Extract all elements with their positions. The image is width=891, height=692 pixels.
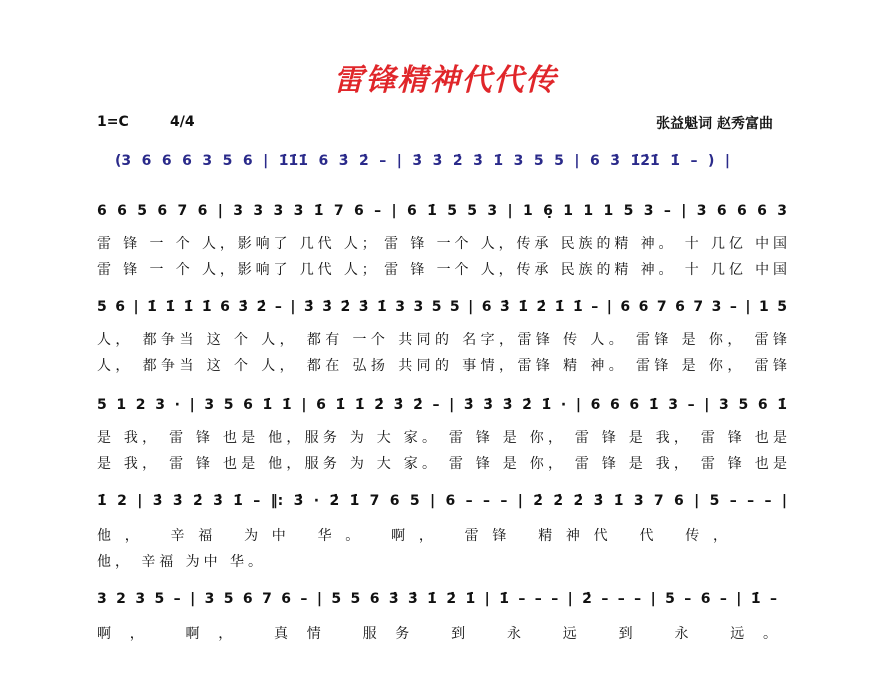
notation-row-1: 6 6 5 6 7 6 | 3 3 3 3 1̇ 7 6 – | 6 1̇ 5 5 3 | 1 6̣ 1 1 1 5 3 – | 3 6 6 6 3 <box>97 203 787 219</box>
lyrics-row-4-verse-2: 他， 辛福 为中 华。 <box>97 554 262 570</box>
lyrics-row-3-verse-2: 是 我， 雷 锋 也是 他，服务 为 大 家。 雷 锋 是 你， 雷 锋 是 我， 雷 锋 也是 <box>97 456 787 472</box>
lyrics-row-2-verse-2: 人， 都争当 这 个 人， 都在 弘扬 共同的 事情，雷锋 精 神。 雷锋 是 你， 雷锋 <box>97 358 787 374</box>
lyrics-row-2-verse-1: 人， 都争当 这 个 人， 都有 一个 共同的 名字，雷锋 传 人。 雷锋 是 你， 雷锋 <box>97 332 787 348</box>
intro-notation: (3 6 6 6 3 5 6 | 1̇1̇1̇ 6 3̇ 2̇ – | 3̇ 3̇ 2̇ 3̇ 1̇ 3 5 5 | 6 3̇ 1̇2̇1̇ 1̇ – ) | <box>115 153 730 169</box>
time-signature: 4/4 <box>170 114 195 130</box>
lyrics-row-1-verse-2: 雷 锋 一 个 人，影响了 几代 人； 雷 锋 一个 人，传承 民族的精 神。 十 几亿 中国 <box>97 262 787 278</box>
notation-row-2: 5 6 | 1̇ 1̇ 1̇ 1̇ 6 3̇ 2̇ – | 3̇ 3̇ 2̇ 3̇ 1̇ 3 3 5 5 | 6 3̇ 1̇ 2̇ 1̇ 1̇ – | 6 6 7 6 7 3 – | 1 5 <box>97 299 787 315</box>
notation-row-5: 3 2 3 5 – | 3 5 6 7 6 – | 5 5 6 3̇ 3̇ 1̇ 2̇ 1̇ | 1̇ – – – | 2̇ – – – | 5 – 6 – | 1̇ – <box>97 591 777 607</box>
credits: 张益魁词 赵秀富曲 <box>656 116 773 132</box>
key-signature: 1=C <box>97 114 129 130</box>
notation-row-3: 5 1 2 3 · | 3 5 6 1̇ 1̇ | 6 1̇ 1̇ 2̇ 3̇ 2̇ – | 3̇ 3̇ 3̇ 2̇ 1̇ · | 6 6 6 1̇ 3 – | 3 5 6 1̇ <box>97 397 787 413</box>
song-title: 雷锋精神代代传 <box>333 63 558 98</box>
lyrics-row-1-verse-1: 雷 锋 一 个 人，影响了 几代 人； 雷 锋 一个 人，传承 民族的精 神。 十 几亿 中国 <box>97 236 787 252</box>
lyrics-row-5: 啊， 啊， 真情 服务 到 永 远 到 永 远。 <box>97 626 777 642</box>
lyrics-row-3-verse-1: 是 我， 雷 锋 也是 他，服务 为 大 家。 雷 锋 是 你， 雷 锋 是 我， 雷 锋 也是 <box>97 430 787 446</box>
lyrics-row-4-verse-1: 他， 辛福 为中 华。 啊， 雷锋 精神代 代 传， <box>97 528 727 544</box>
notation-row-4: 1̇ 2 | 3̇ 3̇ 2̇ 3̇ 1̇ – ‖: 3̇ · 2̇ 1̇ 7 6 5 | 6 – – – | 2̇ 2̇ 2̇ 3̇ 1̇ 3 7 6 | 5 – – – | <box>97 493 787 509</box>
